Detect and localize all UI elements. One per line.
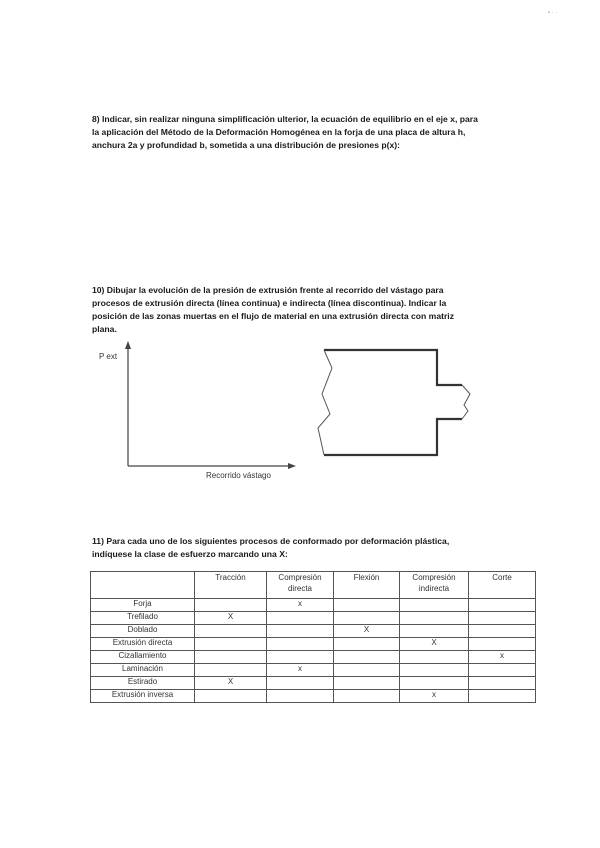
table-cell xyxy=(195,651,267,664)
extrusion-die-diagram xyxy=(310,342,480,462)
table-cell xyxy=(334,690,400,703)
table-row xyxy=(91,651,536,664)
x-axis-label: Recorrido vástago xyxy=(206,471,271,480)
table-cell xyxy=(267,690,334,703)
question-11 xyxy=(92,535,532,561)
x-axis-arrow xyxy=(288,463,296,469)
q11-line: 11) Para cada uno de los siguientes procesos de conformado por deformación plástica, xyxy=(92,536,450,546)
q10-line: plana. xyxy=(92,324,117,334)
q11-line: indíquese la clase de esfuerzo marcando una X: xyxy=(92,549,288,559)
process-name: Laminación xyxy=(91,664,195,677)
table-cell xyxy=(267,612,334,625)
pressure-graph-axes xyxy=(120,340,300,472)
y-axis-label: P ext xyxy=(99,352,118,361)
q10-line: procesos de extrusión directa (línea continua) e indirecta (línea discontinua). Indicar la xyxy=(92,298,447,308)
table-cell xyxy=(267,625,334,638)
table-cell xyxy=(267,638,334,651)
q10-line: posición de las zonas muertas en el flujo de material en una extrusión directa con matriz xyxy=(92,311,454,321)
q10-line: 10) Dibujar la evolución de la presión de extrusión frente al recorrido del vástago para xyxy=(92,285,444,295)
table-cell xyxy=(334,638,400,651)
table-header-cell: Compresión directa xyxy=(267,572,334,599)
process-name: Forja xyxy=(91,599,195,612)
table-cell xyxy=(400,612,469,625)
table-cell: X xyxy=(334,625,400,638)
table-cell xyxy=(400,651,469,664)
table-cell xyxy=(195,599,267,612)
container-lower-wall xyxy=(324,419,462,455)
table-cell: X xyxy=(400,638,469,651)
table-row xyxy=(91,625,536,638)
process-name: Estirado xyxy=(91,677,195,690)
process-name: Trefilado xyxy=(91,612,195,625)
table-cell xyxy=(334,612,400,625)
table-header-row xyxy=(91,572,536,599)
table-row xyxy=(91,690,536,703)
table-cell xyxy=(469,664,536,677)
process-name: Extrusión directa xyxy=(91,638,195,651)
billet-break-line xyxy=(318,350,332,455)
table-cell xyxy=(400,677,469,690)
table-cell xyxy=(469,638,536,651)
table-cell xyxy=(469,625,536,638)
corner-mark: ▪ · · xyxy=(548,10,558,16)
table-cell xyxy=(195,625,267,638)
table-cell xyxy=(195,638,267,651)
table-cell xyxy=(469,599,536,612)
table-cell: x xyxy=(400,690,469,703)
table-header-cell: Tracción xyxy=(195,572,267,599)
container-upper-wall xyxy=(324,350,462,385)
extrudate-break-line xyxy=(462,385,470,419)
table-header-cell: Flexión xyxy=(334,572,400,599)
table-cell xyxy=(469,612,536,625)
table-cell xyxy=(267,677,334,690)
table-cell: X xyxy=(195,612,267,625)
table-cell: x xyxy=(267,664,334,677)
table-cell: x xyxy=(267,599,334,612)
table-header-cell: Corte xyxy=(469,572,536,599)
table-cell xyxy=(400,664,469,677)
y-axis-arrow xyxy=(125,341,131,349)
table-row xyxy=(91,599,536,612)
table-cell xyxy=(469,690,536,703)
table-cell xyxy=(195,690,267,703)
table-cell xyxy=(334,677,400,690)
table-cell: X xyxy=(195,677,267,690)
q8-line: 8) Indicar, sin realizar ninguna simplificación ulterior, la ecuación de equilibrio en el eje x, para xyxy=(92,114,478,124)
table-cell xyxy=(334,599,400,612)
process-name: Extrusión inversa xyxy=(91,690,195,703)
table-row xyxy=(91,664,536,677)
table-row xyxy=(91,638,536,651)
table-cell: x xyxy=(469,651,536,664)
q8-line: anchura 2a y profundidad b, sometida a una distribución de presiones p(x): xyxy=(92,140,400,150)
question-10 xyxy=(92,284,532,336)
question-8 xyxy=(92,113,532,152)
stress-type-table xyxy=(90,571,536,703)
table-cell xyxy=(334,664,400,677)
table-cell xyxy=(400,625,469,638)
table-cell xyxy=(195,664,267,677)
table-cell xyxy=(267,651,334,664)
table-cell xyxy=(400,599,469,612)
process-name: Doblado xyxy=(91,625,195,638)
table-row xyxy=(91,677,536,690)
table-cell xyxy=(469,677,536,690)
table-row xyxy=(91,612,536,625)
process-name: Cizallamiento xyxy=(91,651,195,664)
q8-line: la aplicación del Método de la Deformación Homogénea en la forja de una placa de altura h, xyxy=(92,127,466,137)
table-cell xyxy=(334,651,400,664)
table-header-cell xyxy=(91,572,195,599)
table-header-cell: Compresión indirecta xyxy=(400,572,469,599)
